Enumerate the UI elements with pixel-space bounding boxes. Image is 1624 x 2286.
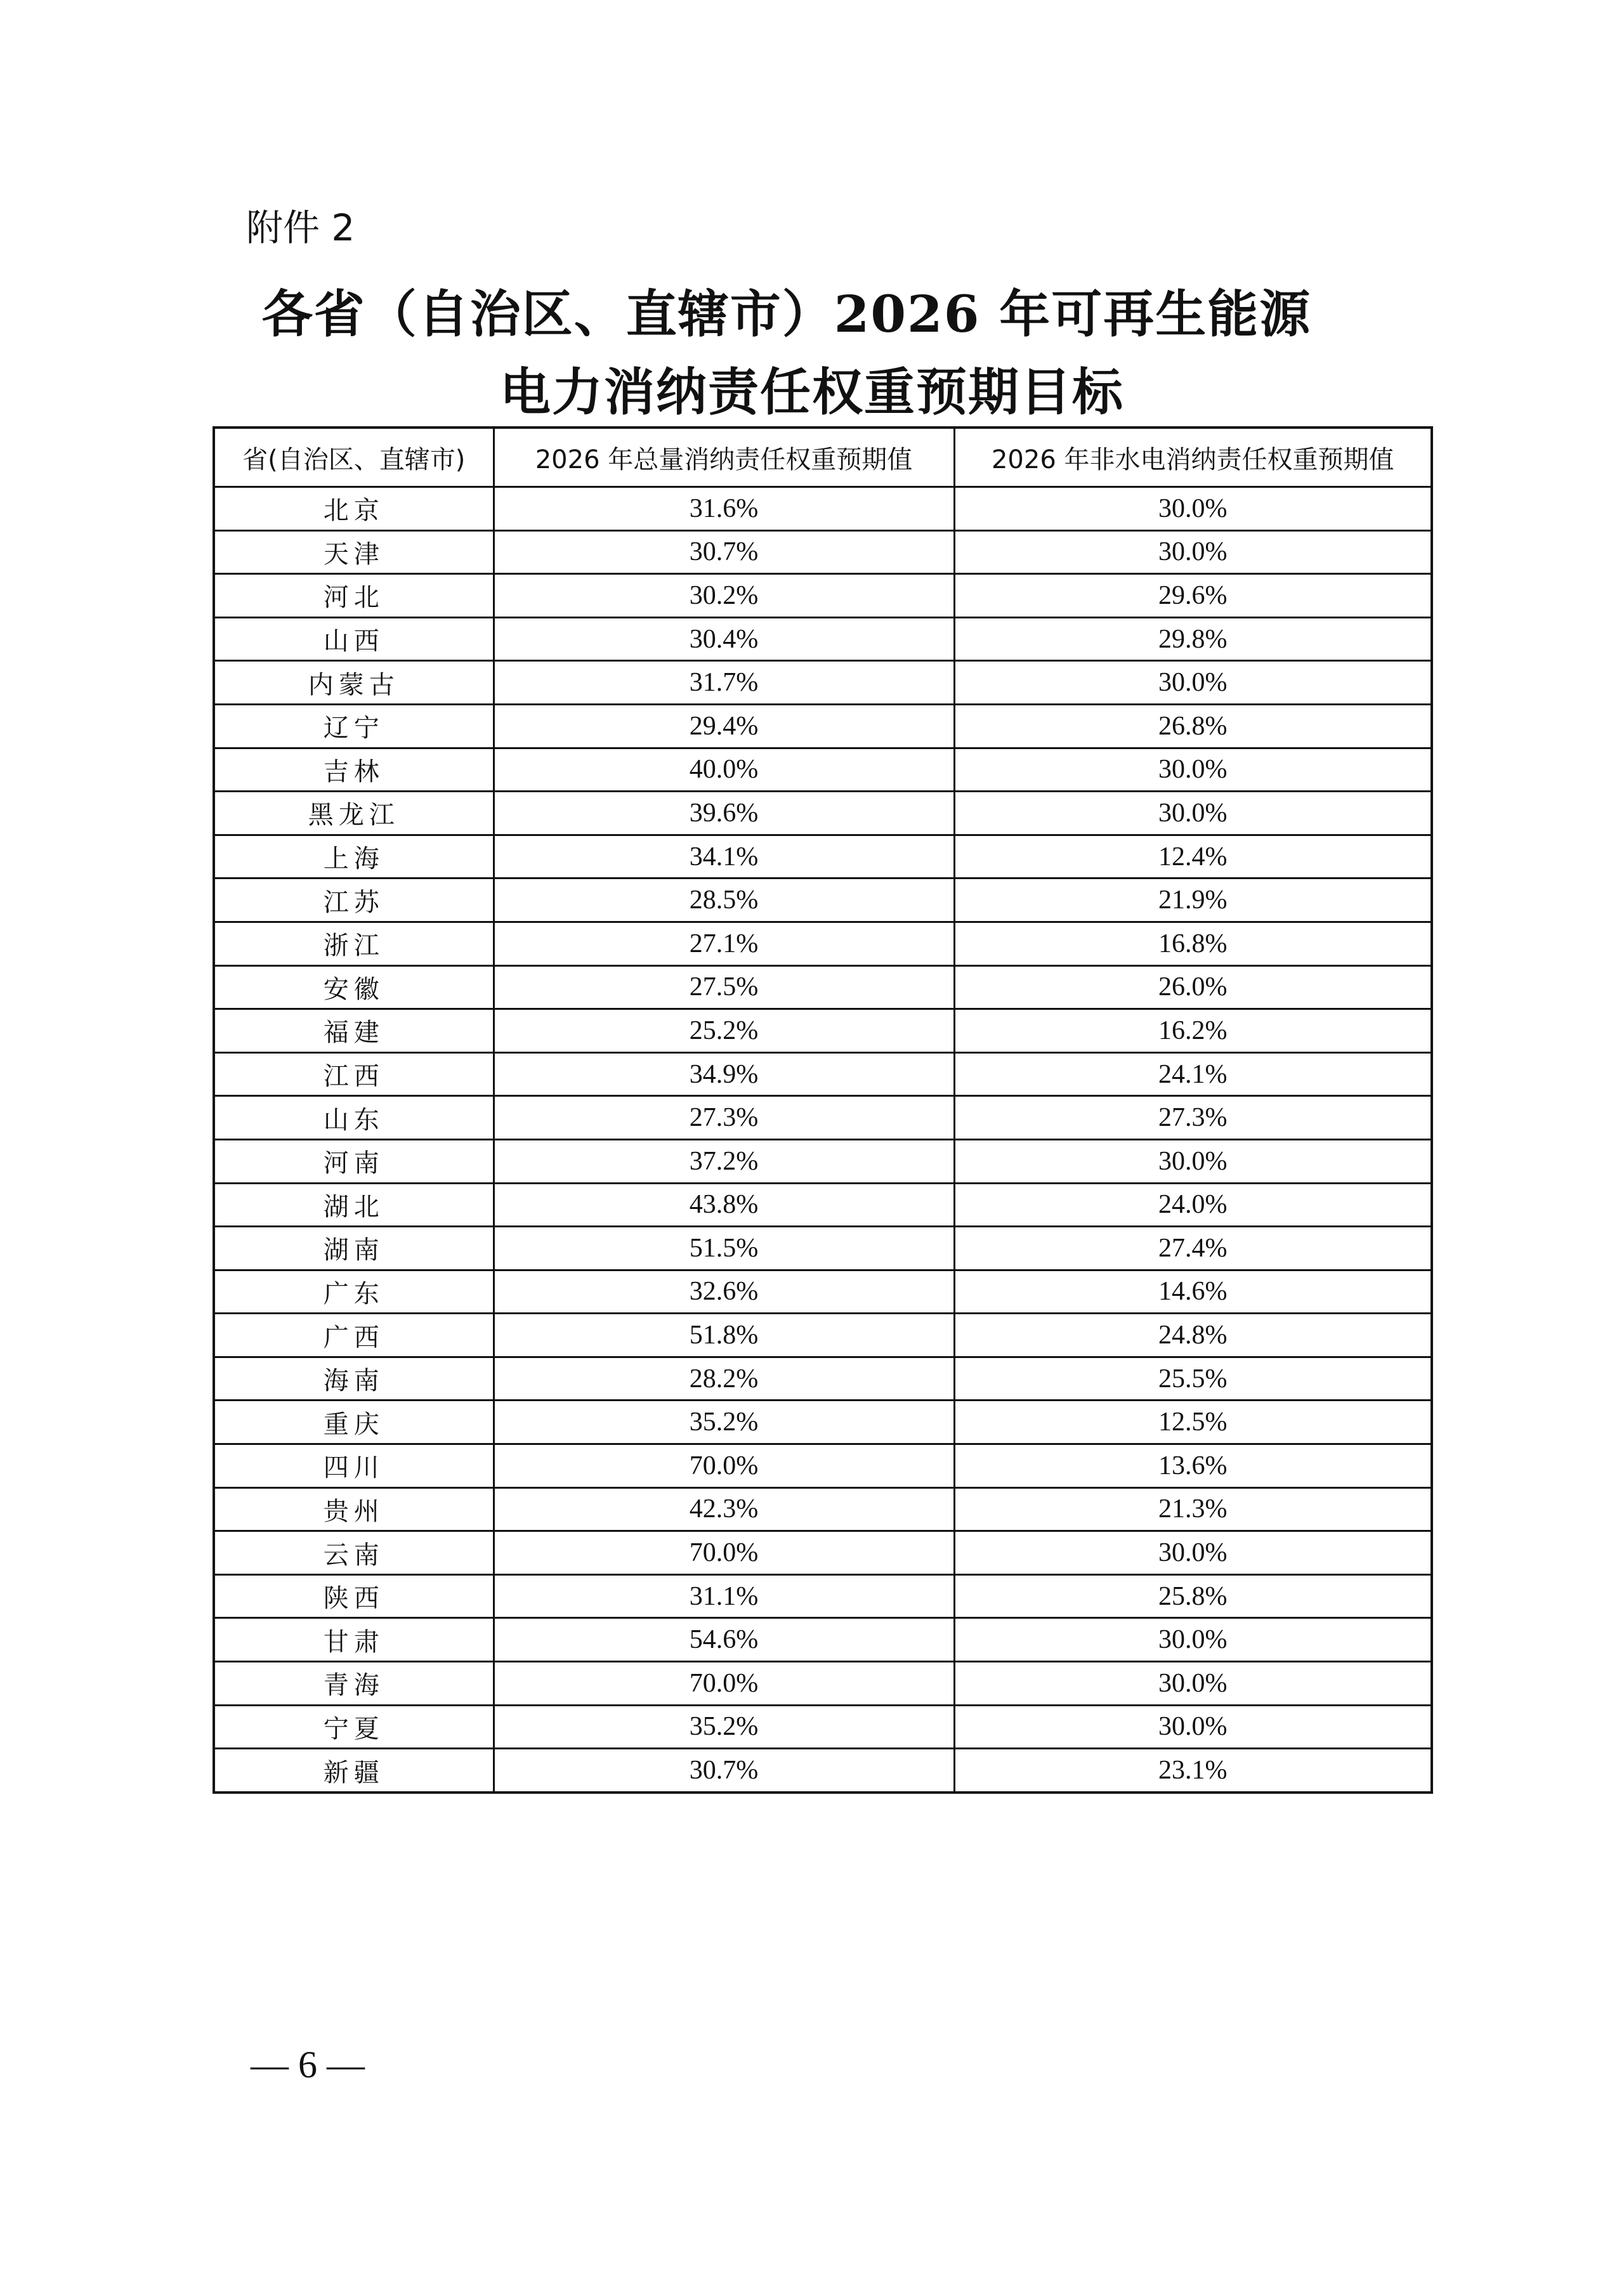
table-row	[214, 1052, 1432, 1096]
table-row	[214, 530, 1432, 574]
non-hydro-weight-cell: 12.4%	[954, 835, 1432, 878]
document-title-line-2: 电力消纳责任权重预期目标	[500, 362, 1124, 422]
total-weight-cell: 31.6%	[494, 487, 954, 531]
total-weight-cell: 30.7%	[494, 1749, 954, 1793]
table-row	[214, 1574, 1432, 1618]
total-weight-cell: 43.8%	[494, 1183, 954, 1227]
non-hydro-weight-cell: 29.6%	[954, 574, 1432, 618]
non-hydro-weight-cell: 30.0%	[954, 1531, 1432, 1575]
table-row	[214, 487, 1432, 531]
total-weight-cell: 28.2%	[494, 1357, 954, 1401]
table-row	[214, 1444, 1432, 1488]
table-row	[214, 1314, 1432, 1357]
total-weight-cell: 54.6%	[494, 1618, 954, 1662]
province-cell: 湖北	[214, 1183, 494, 1227]
header-total-weight: 2026 年总量消纳责任权重预期值	[494, 428, 954, 487]
page-number: — 6 —	[251, 2044, 365, 2086]
total-weight-cell: 32.6%	[494, 1270, 954, 1314]
non-hydro-weight-cell: 25.5%	[954, 1357, 1432, 1401]
total-weight-cell: 29.4%	[494, 704, 954, 748]
province-cell: 北京	[214, 487, 494, 531]
non-hydro-weight-cell: 30.0%	[954, 792, 1432, 835]
province-cell: 宁夏	[214, 1705, 494, 1749]
non-hydro-weight-cell: 25.8%	[954, 1574, 1432, 1618]
non-hydro-weight-cell: 24.8%	[954, 1314, 1432, 1357]
table-header-row	[214, 428, 1432, 487]
table-row	[214, 965, 1432, 1009]
table-row	[214, 617, 1432, 661]
attachment-label: 附件 2	[246, 206, 355, 249]
province-cell: 福建	[214, 1009, 494, 1053]
province-cell: 辽宁	[214, 704, 494, 748]
province-cell: 浙江	[214, 922, 494, 965]
non-hydro-weight-cell: 16.2%	[954, 1009, 1432, 1053]
non-hydro-weight-cell: 30.0%	[954, 487, 1432, 531]
non-hydro-weight-cell: 30.0%	[954, 1705, 1432, 1749]
province-cell: 重庆	[214, 1401, 494, 1444]
total-weight-cell: 51.5%	[494, 1227, 954, 1270]
province-cell: 甘肃	[214, 1618, 494, 1662]
non-hydro-weight-cell: 12.5%	[954, 1401, 1432, 1444]
province-cell: 江西	[214, 1052, 494, 1096]
province-cell: 内蒙古	[214, 661, 494, 705]
province-cell: 黑龙江	[214, 792, 494, 835]
province-cell: 云南	[214, 1531, 494, 1575]
province-cell: 山东	[214, 1096, 494, 1140]
province-cell: 河北	[214, 574, 494, 618]
non-hydro-weight-cell: 30.0%	[954, 1618, 1432, 1662]
total-weight-cell: 28.5%	[494, 878, 954, 922]
total-weight-cell: 30.4%	[494, 617, 954, 661]
table-row	[214, 1139, 1432, 1183]
non-hydro-weight-cell: 27.4%	[954, 1227, 1432, 1270]
total-weight-cell: 70.0%	[494, 1531, 954, 1575]
non-hydro-weight-cell: 30.0%	[954, 1662, 1432, 1706]
non-hydro-weight-cell: 21.9%	[954, 878, 1432, 922]
total-weight-cell: 30.7%	[494, 530, 954, 574]
non-hydro-weight-cell: 14.6%	[954, 1270, 1432, 1314]
table-row	[214, 1705, 1432, 1749]
province-cell: 河南	[214, 1139, 494, 1183]
non-hydro-weight-cell: 13.6%	[954, 1444, 1432, 1488]
total-weight-cell: 70.0%	[494, 1444, 954, 1488]
province-cell: 吉林	[214, 748, 494, 792]
province-cell: 广东	[214, 1270, 494, 1314]
table-row	[214, 1662, 1432, 1706]
targets-table	[213, 426, 1433, 1794]
province-cell: 上海	[214, 835, 494, 878]
non-hydro-weight-cell: 23.1%	[954, 1749, 1432, 1793]
province-cell: 湖南	[214, 1227, 494, 1270]
province-cell: 贵州	[214, 1487, 494, 1531]
total-weight-cell: 42.3%	[494, 1487, 954, 1531]
non-hydro-weight-cell: 30.0%	[954, 748, 1432, 792]
province-cell: 广西	[214, 1314, 494, 1357]
total-weight-cell: 51.8%	[494, 1314, 954, 1357]
province-cell: 四川	[214, 1444, 494, 1488]
table-row	[214, 1749, 1432, 1793]
table-row	[214, 792, 1432, 835]
province-cell: 海南	[214, 1357, 494, 1401]
table-row	[214, 1096, 1432, 1140]
total-weight-cell: 34.1%	[494, 835, 954, 878]
total-weight-cell: 39.6%	[494, 792, 954, 835]
total-weight-cell: 31.1%	[494, 1574, 954, 1618]
table-row	[214, 878, 1432, 922]
table-row	[214, 661, 1432, 705]
table-row	[214, 1487, 1432, 1531]
non-hydro-weight-cell: 30.0%	[954, 661, 1432, 705]
total-weight-cell: 27.1%	[494, 922, 954, 965]
non-hydro-weight-cell: 16.8%	[954, 922, 1432, 965]
total-weight-cell: 27.3%	[494, 1096, 954, 1140]
total-weight-cell: 40.0%	[494, 748, 954, 792]
table-row	[214, 835, 1432, 878]
non-hydro-weight-cell: 30.0%	[954, 530, 1432, 574]
total-weight-cell: 30.2%	[494, 574, 954, 618]
table-row	[214, 1531, 1432, 1575]
table-row	[214, 574, 1432, 618]
header-province: 省(自治区、直辖市)	[214, 428, 494, 487]
non-hydro-weight-cell: 24.1%	[954, 1052, 1432, 1096]
total-weight-cell: 35.2%	[494, 1705, 954, 1749]
non-hydro-weight-cell: 29.8%	[954, 617, 1432, 661]
table-row	[214, 1227, 1432, 1270]
non-hydro-weight-cell: 27.3%	[954, 1096, 1432, 1140]
targets-table-container	[213, 426, 1431, 1794]
table-row	[214, 748, 1432, 792]
total-weight-cell: 25.2%	[494, 1009, 954, 1053]
non-hydro-weight-cell: 26.8%	[954, 704, 1432, 748]
total-weight-cell: 27.5%	[494, 965, 954, 1009]
table-row	[214, 1009, 1432, 1053]
total-weight-cell: 35.2%	[494, 1401, 954, 1444]
province-cell: 青海	[214, 1662, 494, 1706]
province-cell: 安徽	[214, 965, 494, 1009]
table-row	[214, 1618, 1432, 1662]
non-hydro-weight-cell: 26.0%	[954, 965, 1432, 1009]
province-cell: 山西	[214, 617, 494, 661]
province-cell: 新疆	[214, 1749, 494, 1793]
non-hydro-weight-cell: 24.0%	[954, 1183, 1432, 1227]
table-row	[214, 704, 1432, 748]
total-weight-cell: 70.0%	[494, 1662, 954, 1706]
total-weight-cell: 37.2%	[494, 1139, 954, 1183]
document-title-line-1: 各省（自治区、直辖市）2026 年可再生能源	[261, 284, 1312, 344]
table-body	[214, 487, 1432, 1793]
non-hydro-weight-cell: 21.3%	[954, 1487, 1432, 1531]
province-cell: 陕西	[214, 1574, 494, 1618]
table-row	[214, 1183, 1432, 1227]
non-hydro-weight-cell: 30.0%	[954, 1139, 1432, 1183]
total-weight-cell: 31.7%	[494, 661, 954, 705]
province-cell: 天津	[214, 530, 494, 574]
table-row	[214, 1401, 1432, 1444]
table-row	[214, 922, 1432, 965]
table-row	[214, 1270, 1432, 1314]
table-row	[214, 1357, 1432, 1401]
header-non-hydro-weight: 2026 年非水电消纳责任权重预期值	[954, 428, 1432, 487]
total-weight-cell: 34.9%	[494, 1052, 954, 1096]
province-cell: 江苏	[214, 878, 494, 922]
